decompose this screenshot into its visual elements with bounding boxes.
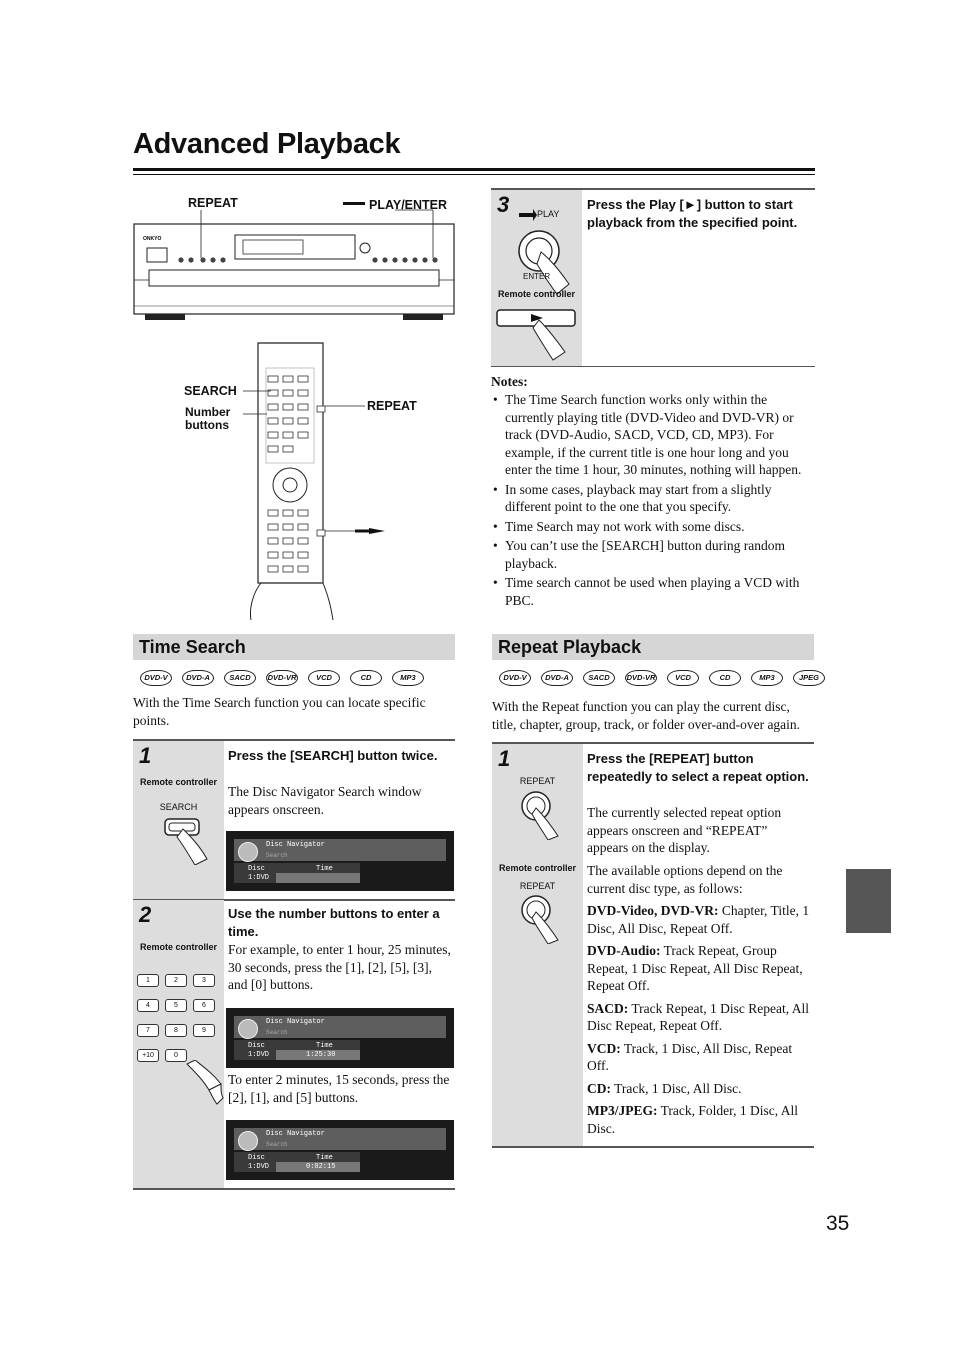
ts-step-1-number: 1 xyxy=(139,743,152,768)
ts-step-2-rc-label: Remote controller xyxy=(139,942,217,952)
rp-step-1-number: 1 xyxy=(498,746,511,771)
chapter-side-tab xyxy=(846,869,891,933)
remote-play-button-icon xyxy=(495,306,579,362)
key-5: 5 xyxy=(165,999,187,1012)
repeat-option: DVD-Audio: Track Repeat, Group Repeat, 1 Disc Repeat, All Disc Repeat, Repeat Off. xyxy=(587,943,803,993)
step-3-heading: Press the Play [►] button to start playback from the specified point. xyxy=(587,197,798,230)
rp-step-1-text-2: The available options depend on the current disc type, as follows: xyxy=(587,863,783,896)
disc-logo: CD xyxy=(709,670,741,686)
osd-screen: Disc Navigator Search Disc 1:DVD Time 0:02:15 xyxy=(226,1120,454,1180)
disc-logo: MP3 xyxy=(392,670,424,686)
key-4: 4 xyxy=(137,999,159,1012)
rp-step-1-text: The currently selected repeat option appears onscreen and “REPEAT” appears on the display. xyxy=(587,805,782,855)
repeat-option: MP3/JPEG: Track, Folder, 1 Disc, All Disc. xyxy=(587,1103,798,1136)
key-0: 0 xyxy=(165,1049,187,1062)
disc-logo: VCD xyxy=(667,670,699,686)
disc-logo: JPEG xyxy=(793,670,825,686)
play-label: PLAY xyxy=(537,209,560,219)
disc-logo: SACD xyxy=(583,670,615,686)
note-item: • You can’t use the [SEARCH] button during random playback. xyxy=(491,537,815,572)
key-2: 2 xyxy=(165,974,187,987)
disc-logo: DVD-V xyxy=(499,670,531,686)
enter-label: ENTER xyxy=(523,272,551,281)
ts-step-2-box xyxy=(133,899,455,1190)
disc-logo: DVD-VR xyxy=(625,670,657,686)
ts-step-1-text: The Disc Navigator Search window appears onscreen. xyxy=(228,784,422,817)
repeat-option: CD: Track, 1 Disc, All Disc. xyxy=(587,1080,742,1096)
step-3-box xyxy=(491,188,815,367)
notes-list xyxy=(491,391,815,611)
callout-repeat-remote: REPEAT xyxy=(367,399,417,413)
repeat-playback-heading: Repeat Playback xyxy=(492,634,814,660)
note-item: • In some cases, playback may start from a slightly different point to the one that you specify. xyxy=(491,481,815,516)
repeat-button-icon xyxy=(518,892,568,944)
repeat-options xyxy=(587,902,811,1142)
disc-logo: VCD xyxy=(308,670,340,686)
rp-step-1-box xyxy=(492,742,814,1148)
ts-step-1-box xyxy=(133,739,455,901)
time-search-intro: With the Time Search function you can locate specific points. xyxy=(133,695,426,728)
note-item: • Time Search may not work with some discs. xyxy=(491,518,815,536)
repeat-button-label-2: REPEAT xyxy=(519,881,556,891)
notes-title: Notes: xyxy=(491,374,528,389)
ts-step-2-text-2: To enter 2 minutes, 15 seconds, press the [2], [1], and [5] buttons. xyxy=(228,1072,450,1105)
repeat-logos xyxy=(499,670,825,686)
step-3-number: 3 xyxy=(497,192,510,217)
note-item: • The Time Search function works only within the currently playing title (DVD-Video and DVD-VR) or track (DVD-Audio, SACD, VCD, CD, MP3). For example, if the current title is one hour long and you enter the time 1 hour, 30 minutes, nothing will happen. xyxy=(491,391,815,479)
play-button-icon xyxy=(511,204,581,296)
ts-step-1-rc-label: Remote controller xyxy=(139,777,217,787)
disc-icon xyxy=(238,842,258,862)
note-item: • Time search cannot be used when playing a VCD with PBC. xyxy=(491,574,815,609)
hand-pointer-icon xyxy=(181,1060,225,1106)
key-7: 7 xyxy=(137,1024,159,1037)
title-rule xyxy=(133,168,815,171)
search-button-icon xyxy=(161,815,221,865)
disc-logo: DVD-A xyxy=(541,670,573,686)
disc-logo: SACD xyxy=(224,670,256,686)
callout-number-buttons: Number buttons xyxy=(185,405,231,432)
key-6: 6 xyxy=(193,999,215,1012)
rp-step-1-heading: Press the [REPEAT] button repeatedly to select a repeat option. xyxy=(587,751,809,784)
key-plus10: +10 xyxy=(137,1049,159,1062)
osd-screen: Disc Navigator Search Disc 1:DVD Time 1:25:30 xyxy=(226,1008,454,1068)
repeat-intro: With the Repeat function you can play the current disc, title, chapter, group, track, or folder over-and-over again. xyxy=(492,699,801,732)
key-1: 1 xyxy=(137,974,159,987)
key-8: 8 xyxy=(165,1024,187,1037)
rp-step-1-rc-label: Remote controller xyxy=(498,863,576,873)
page-title: Advanced Playback xyxy=(133,128,401,160)
disc-logo: DVD-A xyxy=(182,670,214,686)
title-rule-thin xyxy=(133,174,815,175)
ts-step-2-heading: Use the number buttons to enter a time. xyxy=(228,906,440,939)
search-button-label: SEARCH xyxy=(159,802,198,812)
repeat-option: DVD-Video, DVD-VR: Chapter, Title, 1 Disc, All Disc, Repeat Off. xyxy=(587,903,810,936)
repeat-button-icon xyxy=(518,788,568,840)
osd-screen: Disc Navigator Search Disc 1:DVD Time xyxy=(226,831,454,891)
repeat-button-label: REPEAT xyxy=(519,776,556,786)
disc-logo: DVD-V xyxy=(140,670,172,686)
step-3-rc-label: Remote controller xyxy=(497,289,575,299)
time-search-logos xyxy=(140,670,424,686)
page-number: 35 xyxy=(826,1212,850,1235)
disc-icon xyxy=(238,1019,258,1039)
ts-step-2-text: For example, to enter 1 hour, 25 minutes, 30 seconds, press the [1], [2], [5], [3], and [0] buttons. xyxy=(228,942,451,992)
callout-repeat: REPEAT xyxy=(188,196,238,210)
disc-logo: DVD-VR xyxy=(266,670,298,686)
disc-logo: MP3 xyxy=(751,670,783,686)
callout-search: SEARCH xyxy=(184,384,237,398)
time-search-heading: Time Search xyxy=(133,634,455,660)
brand-logo: ONKYO xyxy=(143,236,162,242)
callout-play-enter: PLAY/ENTER xyxy=(343,198,447,212)
disc-logo: CD xyxy=(350,670,382,686)
repeat-option: VCD: Track, 1 Disc, All Disc, Repeat Off. xyxy=(587,1040,793,1073)
key-9: 9 xyxy=(193,1024,215,1037)
ts-step-2-number: 2 xyxy=(139,902,152,927)
disc-icon xyxy=(238,1131,258,1151)
device-figure xyxy=(133,188,455,620)
repeat-option: SACD: Track Repeat, 1 Disc Repeat, All Disc Repeat, Repeat Off. xyxy=(587,1000,809,1033)
ts-step-1-heading: Press the [SEARCH] button twice. xyxy=(228,748,438,763)
key-3: 3 xyxy=(193,974,215,987)
